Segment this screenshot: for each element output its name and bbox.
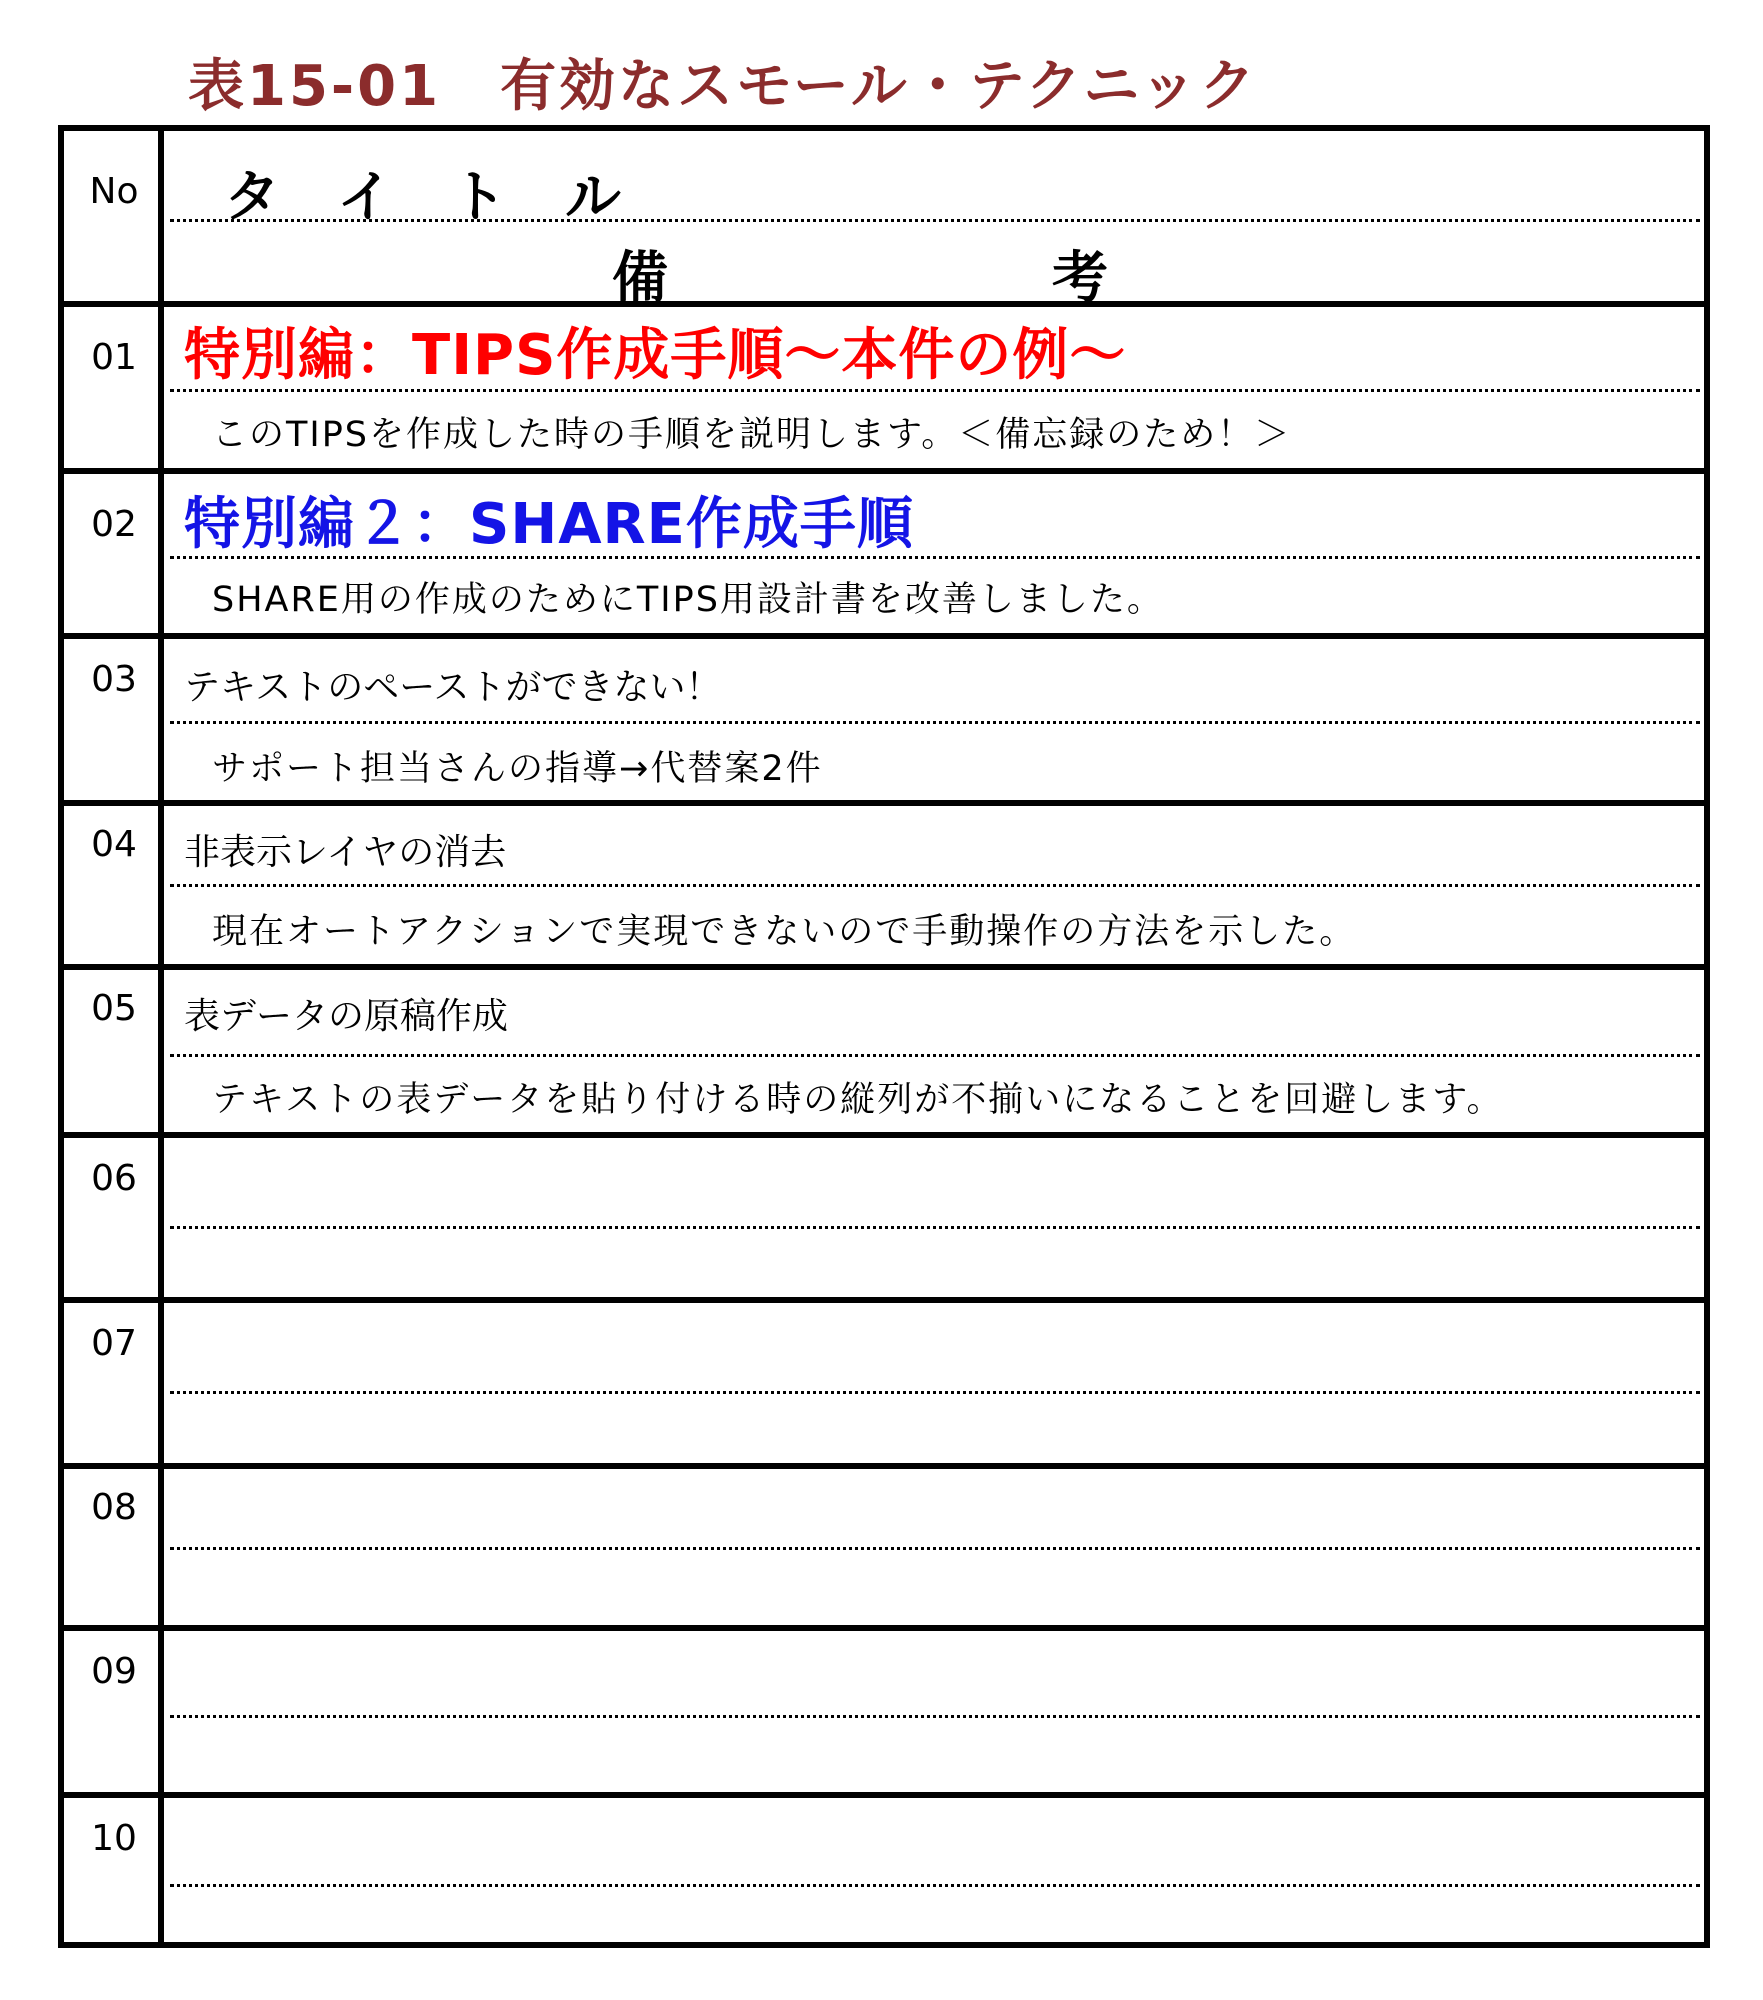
row-content-cell	[164, 1798, 1704, 1948]
table-row	[64, 1463, 1704, 1625]
dotted-divider	[170, 1391, 1700, 1394]
row-title: テキストのペーストができない！	[184, 667, 722, 708]
header-title-label: タイトル	[224, 164, 679, 230]
row-no-cell	[64, 1303, 164, 1463]
row-no-cell	[64, 1138, 164, 1297]
row-number: 08	[91, 1487, 137, 1528]
table-row	[64, 468, 1704, 633]
table-row	[64, 1792, 1704, 1948]
dotted-divider	[170, 1715, 1700, 1718]
row-content-cell	[164, 1631, 1704, 1792]
header-content-cell	[164, 131, 1704, 311]
dotted-divider	[170, 1226, 1700, 1229]
header-no-label: No	[89, 171, 139, 212]
dotted-divider	[170, 1054, 1700, 1057]
page-title: 表15-01 有効なスモール・テクニック	[188, 54, 1259, 119]
table-row	[64, 1132, 1704, 1297]
table-header-row	[64, 131, 1704, 311]
row-remark: このTIPSを作成した時の手順を説明します。＜備忘録のため！＞	[212, 415, 1292, 455]
row-title: 特別編２：SHARE作成手順	[184, 492, 914, 557]
row-remark: サポート担当さんの指導→代替案2件	[212, 749, 823, 789]
dotted-divider	[170, 219, 1700, 222]
header-remark-label-2: 考	[1052, 245, 1108, 311]
row-number: 04	[91, 824, 137, 865]
row-no-cell	[64, 806, 164, 964]
row-content-cell	[164, 1138, 1704, 1297]
row-content-cell	[164, 307, 1704, 468]
row-no-cell	[64, 1798, 164, 1948]
techniques-table	[58, 125, 1710, 1948]
table-row	[64, 1625, 1704, 1792]
row-number: 05	[91, 988, 137, 1029]
row-title: 非表示レイヤの消去	[184, 832, 507, 873]
row-number: 07	[91, 1323, 137, 1364]
row-number: 10	[91, 1818, 137, 1859]
row-remark: SHARE用の作成のためにTIPS用設計書を改善しました。	[212, 580, 1164, 620]
row-number: 01	[91, 337, 137, 378]
row-no-cell	[64, 970, 164, 1132]
row-remark: 現在オートアクションで実現できないので手動操作の方法を示した。	[212, 912, 1357, 952]
table-row	[64, 964, 1704, 1132]
table-row	[64, 800, 1704, 964]
row-no-cell	[64, 474, 164, 633]
header-remark-label-1: 備	[612, 245, 668, 311]
row-number: 06	[91, 1158, 137, 1199]
row-content-cell	[164, 474, 1704, 633]
row-content-cell	[164, 639, 1704, 800]
row-no-cell	[64, 1631, 164, 1792]
row-number: 02	[91, 504, 137, 545]
dotted-divider	[170, 389, 1700, 392]
row-title: 表データの原稿作成	[184, 996, 509, 1037]
dotted-divider	[170, 721, 1700, 724]
dotted-divider	[170, 1884, 1700, 1887]
row-no-cell	[64, 639, 164, 800]
table-row	[64, 301, 1704, 468]
dotted-divider	[170, 556, 1700, 559]
row-number: 03	[91, 659, 137, 700]
table-row	[64, 633, 1704, 800]
row-number: 09	[91, 1651, 137, 1692]
header-no-cell	[64, 131, 164, 301]
dotted-divider	[170, 1547, 1700, 1550]
row-title: 特別編：TIPS作成手順〜本件の例〜	[184, 323, 1127, 388]
row-remark: テキストの表データを貼り付ける時の縦列が不揃いになることを回避します。	[212, 1080, 1504, 1120]
row-content-cell	[164, 1303, 1704, 1463]
table-row	[64, 1297, 1704, 1463]
row-content-cell	[164, 806, 1704, 964]
row-no-cell	[64, 307, 164, 468]
row-no-cell	[64, 1469, 164, 1625]
row-content-cell	[164, 970, 1704, 1132]
dotted-divider	[170, 884, 1700, 887]
row-content-cell	[164, 1469, 1704, 1625]
